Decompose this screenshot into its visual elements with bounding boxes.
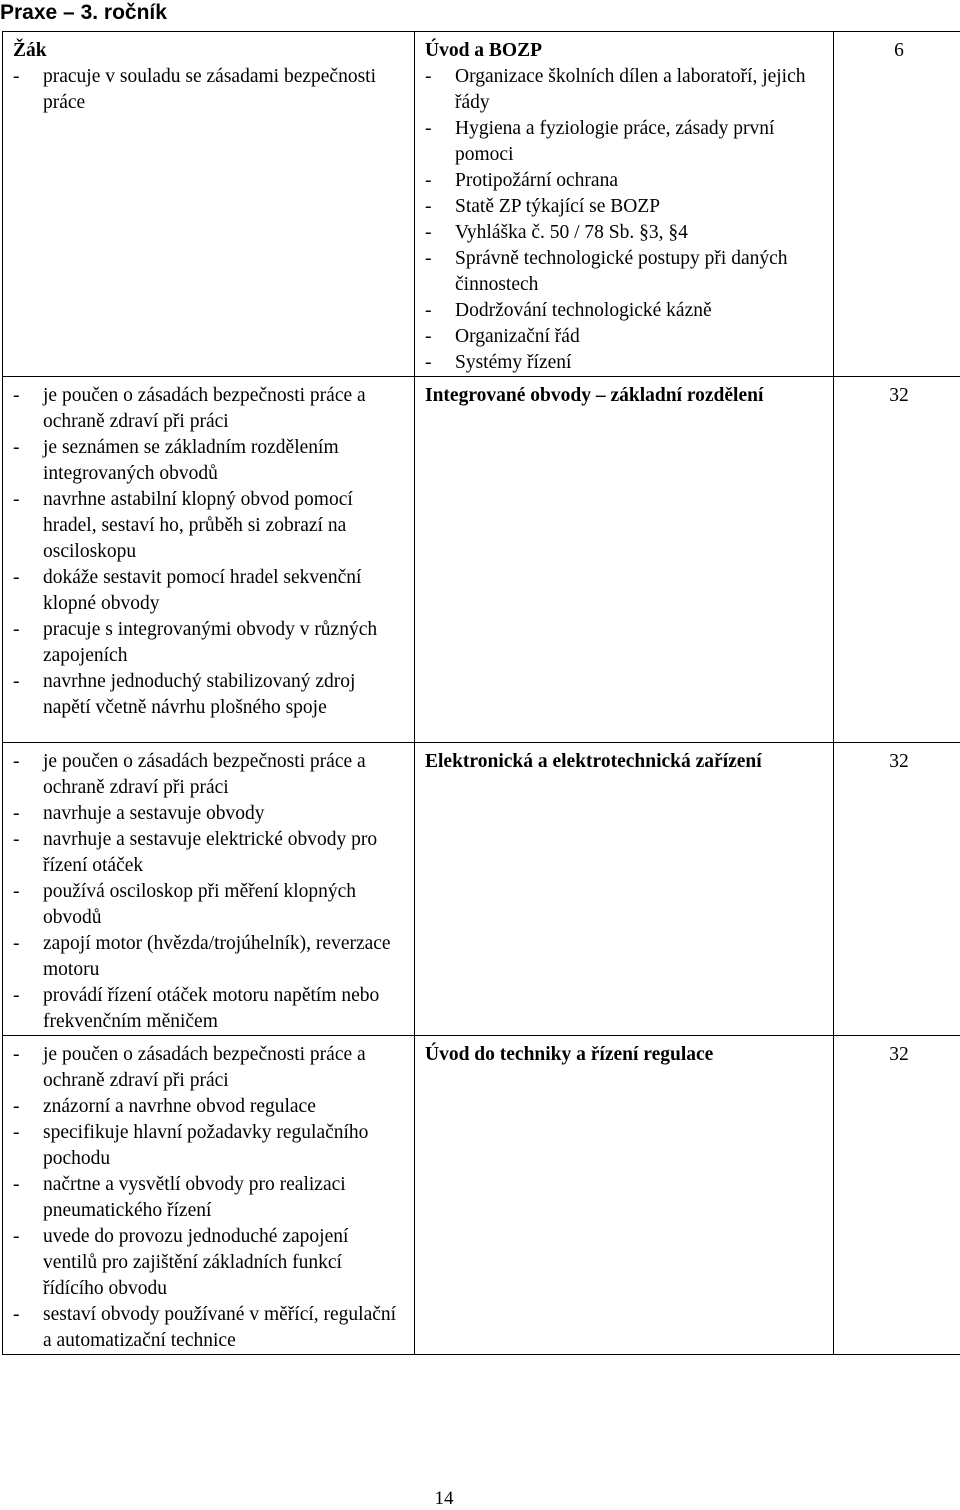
topic-cell [415, 1036, 834, 1355]
topic-cell [415, 377, 834, 743]
topic-title: Úvod a BOZP [425, 38, 825, 64]
outcomes-cell [3, 377, 415, 743]
list-item: - dokáže sestavit pomocí hradel sekvenční klopné obvody [13, 565, 406, 617]
list-item: - sestaví obvody používané v měřící, regulační a automatizační technice [13, 1302, 406, 1354]
list-item: - navrhuje a sestavuje elektrické obvody pro řízení otáček [13, 827, 406, 879]
hours-cell [834, 1036, 960, 1355]
hours-cell [834, 743, 960, 1036]
list-item: - Správně technologické postupy při daných činnostech [425, 246, 825, 298]
list-item: - Hygiena a fyziologie práce, zásady první pomoci [425, 116, 825, 168]
hours-cell [834, 32, 960, 377]
list-item: - pracuje v souladu se zásadami bezpečnosti práce [13, 64, 406, 116]
list-item: - pracuje s integrovanými obvody v různých zapojeních [13, 617, 406, 669]
list-item: - načrtne a vysvětlí obvody pro realizaci pneumatického řízení [13, 1172, 406, 1224]
list-item: - je poučen o zásadách bezpečnosti práce a ochraně zdraví při práci [13, 383, 406, 435]
list-item: - provádí řízení otáček motoru napětím nebo frekvenčním měničem [13, 983, 406, 1035]
hours-value: 32 [889, 751, 909, 772]
list-item: - je poučen o zásadách bezpečnosti práce a ochraně zdraví při práci [13, 749, 406, 801]
hours-value: 6 [894, 40, 904, 61]
table-row [3, 743, 960, 1036]
outcomes-cell [3, 32, 415, 377]
list-item: - Organizace školních dílen a laboratoří, jejich řády [425, 64, 825, 116]
list-item: - Dodržování technologické kázně [425, 298, 825, 324]
list-item: - specifikuje hlavní požadavky regulačního pochodu [13, 1120, 406, 1172]
outcomes-heading: Žák [13, 38, 406, 64]
outcomes-list [13, 64, 406, 116]
outcomes-cell [3, 1036, 415, 1355]
topic-title: Integrované obvody – základní rozdělení [425, 383, 825, 409]
hours-cell [834, 377, 960, 743]
list-item: - navrhne astabilní klopný obvod pomocí hradel, sestaví ho, průběh si zobrazí na osciloskopu [13, 487, 406, 565]
topic-title: Elektronická a elektrotechnická zařízení [425, 749, 825, 775]
list-item: - Systémy řízení [425, 350, 825, 376]
outcomes-list [13, 383, 406, 721]
hours-value: 32 [889, 385, 909, 406]
outcomes-list [13, 749, 406, 1035]
list-item: - uvede do provozu jednoduché zapojení ventilů pro zajištění základních funkcí řídícího obvodu [13, 1224, 406, 1302]
list-item: - Vyhláška č. 50 / 78 Sb. §3, §4 [425, 220, 825, 246]
outcomes-cell [3, 743, 415, 1036]
list-item: - Protipožární ochrana [425, 168, 825, 194]
topic-cell [415, 743, 834, 1036]
list-item: - navrhne jednoduchý stabilizovaný zdroj napětí včetně návrhu plošného spoje [13, 669, 406, 721]
curriculum-table [2, 31, 960, 1355]
list-item: - je seznámen se základním rozdělením integrovaných obvodů [13, 435, 406, 487]
list-item: - navrhuje a sestavuje obvody [13, 801, 406, 827]
page-number: 14 [0, 1488, 888, 1510]
page-heading: Praxe – 3. ročník [0, 0, 167, 26]
topic-cell [415, 32, 834, 377]
table-row [3, 1036, 960, 1355]
list-item: - používá osciloskop při měření klopných obvodů [13, 879, 406, 931]
list-item: - znázorní a navrhne obvod regulace [13, 1094, 406, 1120]
table-row [3, 377, 960, 743]
list-item: - zapojí motor (hvězda/trojúhelník), reverzace motoru [13, 931, 406, 983]
list-item: - je poučen o zásadách bezpečnosti práce a ochraně zdraví při práci [13, 1042, 406, 1094]
list-item: - Statě ZP týkající se BOZP [425, 194, 825, 220]
table-row [3, 32, 960, 377]
topic-items-list [425, 64, 825, 376]
outcomes-list [13, 1042, 406, 1354]
topic-title: Úvod do techniky a řízení regulace [425, 1042, 825, 1068]
list-item: - Organizační řád [425, 324, 825, 350]
hours-value: 32 [889, 1044, 909, 1065]
